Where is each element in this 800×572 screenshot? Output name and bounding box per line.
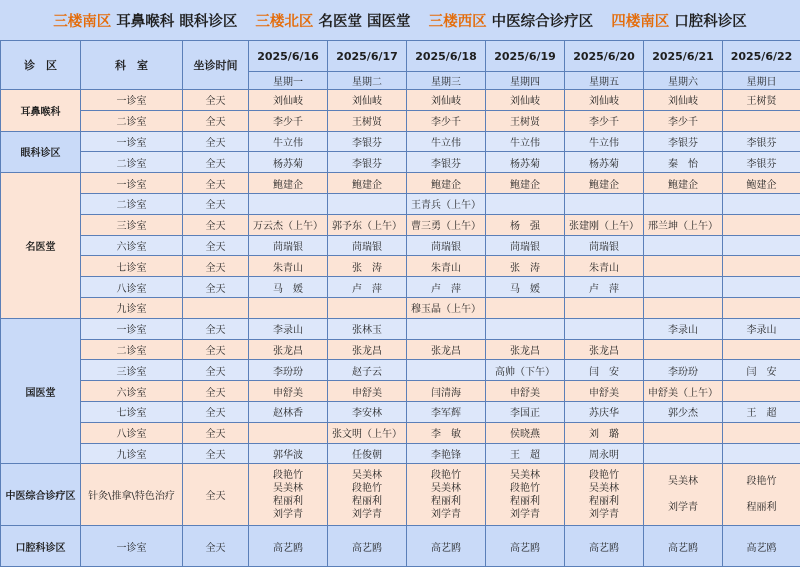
doctor-cell	[723, 339, 800, 360]
doctor-cell	[407, 360, 486, 381]
area-group-label: 国医堂	[1, 318, 81, 464]
area-column-header: 诊 区	[1, 41, 81, 90]
doctor-cell: 李银芬	[407, 152, 486, 173]
doctor-cell: 朱青山	[249, 256, 328, 277]
doctor-cell: 杨苏菊	[249, 152, 328, 173]
doctor-cell: 高帅（下午）	[486, 360, 565, 381]
doctor-cell: 郭予东（上午）	[328, 214, 407, 235]
doctor-cell: 郭华波	[249, 443, 328, 464]
doctor-cell: 任俊朝	[328, 443, 407, 464]
doctor-cell: 张 涛	[328, 256, 407, 277]
room-label: 二诊室	[81, 193, 183, 214]
room-label: 七诊室	[81, 256, 183, 277]
schedule-row	[1, 443, 800, 464]
doctor-cell: 李少千	[249, 110, 328, 131]
doctor-cell: 李少千	[407, 110, 486, 131]
doctor-cell: 高艺鸥	[407, 526, 486, 567]
room-label: 六诊室	[81, 381, 183, 402]
doctor-cell: 鲍建企	[407, 173, 486, 194]
area-group-label: 耳鼻喉科	[1, 90, 81, 132]
time-label: 全天	[183, 90, 249, 111]
floor-area-label: 三楼北区	[255, 13, 314, 30]
schedule-row	[1, 401, 800, 422]
doctor-cell: 鲍建企	[249, 173, 328, 194]
doctor-cell: 王树贤	[486, 110, 565, 131]
doctor-cell: 鲍建企	[328, 173, 407, 194]
schedule-row	[1, 110, 800, 131]
department-label: 口腔科诊区	[674, 13, 747, 30]
room-label: 三诊室	[81, 214, 183, 235]
doctor-cell: 邢兰坤（上午）	[644, 214, 723, 235]
doctor-cell: 王 超	[723, 401, 800, 422]
schedule-row	[1, 193, 800, 214]
doctor-cell: 茼瑞银	[486, 235, 565, 256]
date-header: 2025/6/20	[565, 41, 644, 72]
doctor-cell: 李少千	[644, 110, 723, 131]
doctor-cell	[644, 297, 723, 318]
floor-area-label: 三楼西区	[428, 13, 487, 30]
room-label: 二诊室	[81, 339, 183, 360]
doctor-cell	[723, 214, 800, 235]
floor-area-label: 四楼南区	[611, 13, 670, 30]
schedule-row	[1, 422, 800, 443]
room-label: 九诊室	[81, 443, 183, 464]
time-label: 全天	[183, 193, 249, 214]
floor-directory	[53, 10, 747, 31]
doctor-cell: 苏庆华	[565, 401, 644, 422]
room-label: 三诊室	[81, 360, 183, 381]
department-label: 耳鼻喉科 眼科诊区	[116, 13, 238, 30]
date-header: 2025/6/21	[644, 41, 723, 72]
schedule-row	[1, 464, 800, 526]
time-label: 全天	[183, 152, 249, 173]
room-label: 二诊室	[81, 110, 183, 131]
doctor-cell: 刘仙岐	[328, 90, 407, 111]
doctor-cell: 张建刚（上午）	[565, 214, 644, 235]
doctor-cell: 张龙昌	[565, 339, 644, 360]
doctor-cell: 高艺鸥	[249, 526, 328, 567]
department-label: 中医综合诊疗区	[491, 13, 594, 30]
doctor-cell: 刘仙岐	[407, 90, 486, 111]
doctor-cell	[486, 297, 565, 318]
time-label: 全天	[183, 526, 249, 567]
doctor-cell	[723, 297, 800, 318]
doctor-cell: 李玢玢	[644, 360, 723, 381]
doctor-cell: 秦 怡	[644, 152, 723, 173]
doctor-cell: 申舒美	[486, 381, 565, 402]
doctor-cell	[644, 235, 723, 256]
room-label: 八诊室	[81, 422, 183, 443]
doctor-cell: 申舒美	[249, 381, 328, 402]
room-label: 九诊室	[81, 297, 183, 318]
doctor-cell: 牛立伟	[407, 131, 486, 152]
doctor-cell: 朱青山	[407, 256, 486, 277]
room-label: 针灸\推拿\特色治疗	[81, 464, 183, 526]
doctor-cell: 牛立伟	[565, 131, 644, 152]
doctor-cell	[328, 193, 407, 214]
doctor-cell: 申舒美	[565, 381, 644, 402]
doctor-cell: 刘仙岐	[565, 90, 644, 111]
doctor-cell: 王树贤	[723, 90, 800, 111]
time-label: 全天	[183, 464, 249, 526]
room-label: 二诊室	[81, 152, 183, 173]
schedule-row	[1, 90, 800, 111]
doctor-cell: 刘仙岐	[644, 90, 723, 111]
schedule-row	[1, 131, 800, 152]
weekday-header: 星期日	[723, 72, 800, 90]
area-group-label: 眼科诊区	[1, 131, 81, 173]
room-label: 八诊室	[81, 277, 183, 298]
doctor-cell: 周永明	[565, 443, 644, 464]
doctor-cell: 张 涛	[486, 256, 565, 277]
doctor-cell: 马 媛	[486, 277, 565, 298]
doctor-cell: 茼瑞银	[249, 235, 328, 256]
doctor-cell: 吴美林 段艳竹 程丽利 刘学青	[328, 464, 407, 526]
doctor-cell: 杨苏菊	[565, 152, 644, 173]
doctor-cell	[565, 193, 644, 214]
doctor-cell	[723, 443, 800, 464]
doctor-cell: 鲍建企	[565, 173, 644, 194]
schedule-row	[1, 256, 800, 277]
doctor-cell: 张林玉	[328, 318, 407, 339]
doctor-cell: 李银芬	[328, 131, 407, 152]
doctor-cell	[723, 256, 800, 277]
weekday-header: 星期四	[486, 72, 565, 90]
doctor-cell: 高艺鸥	[328, 526, 407, 567]
doctor-cell	[723, 193, 800, 214]
time-label: 全天	[183, 173, 249, 194]
doctor-cell	[565, 297, 644, 318]
doctor-cell	[328, 297, 407, 318]
time-label: 全天	[183, 110, 249, 131]
schedule-row	[1, 297, 800, 318]
duty-schedule-table	[0, 40, 800, 567]
doctor-cell: 赵子云	[328, 360, 407, 381]
time-label: 全天	[183, 422, 249, 443]
doctor-cell: 高艺鸥	[565, 526, 644, 567]
doctor-cell	[407, 318, 486, 339]
doctor-cell: 李少千	[565, 110, 644, 131]
weekday-header: 星期三	[407, 72, 486, 90]
room-label: 七诊室	[81, 401, 183, 422]
doctor-cell: 段艳竹 吴美林 程丽利 刘学青	[565, 464, 644, 526]
area-group-label: 名医堂	[1, 173, 81, 319]
date-header: 2025/6/16	[249, 41, 328, 72]
doctor-cell: 鲍建企	[723, 173, 800, 194]
weekday-header: 星期一	[249, 72, 328, 90]
doctor-cell: 马 媛	[249, 277, 328, 298]
doctor-cell: 曹三勇（上午）	[407, 214, 486, 235]
doctor-cell: 卢 萍	[407, 277, 486, 298]
time-column-header: 坐诊时间	[183, 41, 249, 90]
title-bar	[0, 0, 800, 41]
schedule-row	[1, 235, 800, 256]
doctor-cell: 段艳竹 吴美林 程丽利 刘学青	[249, 464, 328, 526]
doctor-cell: 穆玉晶（上午）	[407, 297, 486, 318]
area-group-label: 中医综合诊疗区	[1, 464, 81, 526]
time-label: 全天	[183, 339, 249, 360]
schedule-row	[1, 339, 800, 360]
doctor-cell	[486, 318, 565, 339]
time-label: 全天	[183, 214, 249, 235]
room-column-header: 科 室	[81, 41, 183, 90]
doctor-cell: 朱青山	[565, 256, 644, 277]
doctor-cell: 卢 萍	[565, 277, 644, 298]
doctor-cell: 杨苏菊	[486, 152, 565, 173]
doctor-cell	[723, 422, 800, 443]
doctor-cell: 申舒美	[328, 381, 407, 402]
time-label: 全天	[183, 443, 249, 464]
doctor-cell: 吴美林 刘学青	[644, 464, 723, 526]
doctor-cell: 牛立伟	[486, 131, 565, 152]
doctor-cell: 茼瑞银	[328, 235, 407, 256]
doctor-cell	[723, 235, 800, 256]
department-label: 名医堂 国医堂	[318, 13, 411, 30]
time-label: 全天	[183, 256, 249, 277]
doctor-cell: 万云杰（上午）	[249, 214, 328, 235]
doctor-cell: 卢 萍	[328, 277, 407, 298]
doctor-cell: 牛立伟	[249, 131, 328, 152]
schedule-row	[1, 318, 800, 339]
doctor-cell: 李 敏	[407, 422, 486, 443]
doctor-cell: 刘仙岐	[486, 90, 565, 111]
weekday-header: 星期六	[644, 72, 723, 90]
schedule-row	[1, 526, 800, 567]
doctor-cell: 李艳锋	[407, 443, 486, 464]
doctor-cell	[644, 193, 723, 214]
weekday-header: 星期二	[328, 72, 407, 90]
doctor-cell: 李国正	[486, 401, 565, 422]
doctor-cell: 茼瑞银	[407, 235, 486, 256]
doctor-cell: 申舒美（上午）	[644, 381, 723, 402]
doctor-cell: 段艳竹 吴美林 程丽利 刘学青	[407, 464, 486, 526]
doctor-cell: 杨 强	[486, 214, 565, 235]
doctor-cell: 闫清海	[407, 381, 486, 402]
doctor-cell: 吴美林 段艳竹 程丽利 刘学青	[486, 464, 565, 526]
doctor-cell: 刘 璐	[565, 422, 644, 443]
doctor-cell: 闫 安	[723, 360, 800, 381]
doctor-cell: 王 超	[486, 443, 565, 464]
doctor-cell: 李银芬	[723, 152, 800, 173]
doctor-cell: 张龙昌	[407, 339, 486, 360]
room-label: 一诊室	[81, 173, 183, 194]
doctor-cell: 李录山	[644, 318, 723, 339]
time-label: 全天	[183, 318, 249, 339]
doctor-cell: 李银芬	[328, 152, 407, 173]
doctor-cell	[565, 318, 644, 339]
doctor-cell: 郭少杰	[644, 401, 723, 422]
time-label: 全天	[183, 360, 249, 381]
time-label: 全天	[183, 381, 249, 402]
date-header: 2025/6/18	[407, 41, 486, 72]
doctor-cell: 李银芬	[723, 131, 800, 152]
doctor-cell: 李安林	[328, 401, 407, 422]
doctor-cell: 茼瑞银	[565, 235, 644, 256]
schedule-row	[1, 277, 800, 298]
date-header: 2025/6/17	[328, 41, 407, 72]
room-label: 一诊室	[81, 90, 183, 111]
doctor-cell: 鲍建企	[486, 173, 565, 194]
doctor-cell: 鲍建企	[644, 173, 723, 194]
doctor-cell	[249, 193, 328, 214]
doctor-cell	[249, 297, 328, 318]
doctor-cell: 王树贤	[328, 110, 407, 131]
doctor-cell: 张龙昌	[328, 339, 407, 360]
doctor-cell	[644, 277, 723, 298]
doctor-cell	[723, 110, 800, 131]
doctor-cell: 李玢玢	[249, 360, 328, 381]
doctor-cell: 高艺鸥	[723, 526, 800, 567]
doctor-cell	[249, 422, 328, 443]
doctor-cell: 赵林香	[249, 401, 328, 422]
schedule-row	[1, 214, 800, 235]
doctor-cell	[644, 422, 723, 443]
schedule-row	[1, 173, 800, 194]
doctor-cell: 张龙昌	[486, 339, 565, 360]
floor-area-label: 三楼南区	[53, 13, 112, 30]
room-label: 六诊室	[81, 235, 183, 256]
schedule-row	[1, 381, 800, 402]
room-label: 一诊室	[81, 131, 183, 152]
doctor-cell: 刘仙岐	[249, 90, 328, 111]
doctor-cell: 李银芬	[644, 131, 723, 152]
time-label	[183, 297, 249, 318]
doctor-cell: 李录山	[723, 318, 800, 339]
time-label: 全天	[183, 401, 249, 422]
doctor-cell: 段艳竹 程丽利	[723, 464, 800, 526]
room-label: 一诊室	[81, 318, 183, 339]
doctor-cell	[723, 277, 800, 298]
doctor-cell	[644, 443, 723, 464]
doctor-cell: 侯晓燕	[486, 422, 565, 443]
doctor-cell	[644, 256, 723, 277]
date-header: 2025/6/19	[486, 41, 565, 72]
doctor-cell: 闫 安	[565, 360, 644, 381]
room-label: 一诊室	[81, 526, 183, 567]
doctor-cell: 高艺鸥	[486, 526, 565, 567]
doctor-cell: 张龙昌	[249, 339, 328, 360]
schedule-row	[1, 152, 800, 173]
date-header: 2025/6/22	[723, 41, 800, 72]
doctor-cell	[644, 339, 723, 360]
area-group-label: 口腔科诊区	[1, 526, 81, 567]
weekday-header: 星期五	[565, 72, 644, 90]
doctor-cell	[723, 381, 800, 402]
time-label: 全天	[183, 131, 249, 152]
time-label: 全天	[183, 277, 249, 298]
doctor-cell: 张文明（上午）	[328, 422, 407, 443]
schedule-row	[1, 360, 800, 381]
doctor-cell: 李录山	[249, 318, 328, 339]
doctor-cell	[486, 193, 565, 214]
doctor-cell: 高艺鸥	[644, 526, 723, 567]
doctor-cell: 王青兵（上午）	[407, 193, 486, 214]
time-label: 全天	[183, 235, 249, 256]
doctor-cell: 李军辉	[407, 401, 486, 422]
